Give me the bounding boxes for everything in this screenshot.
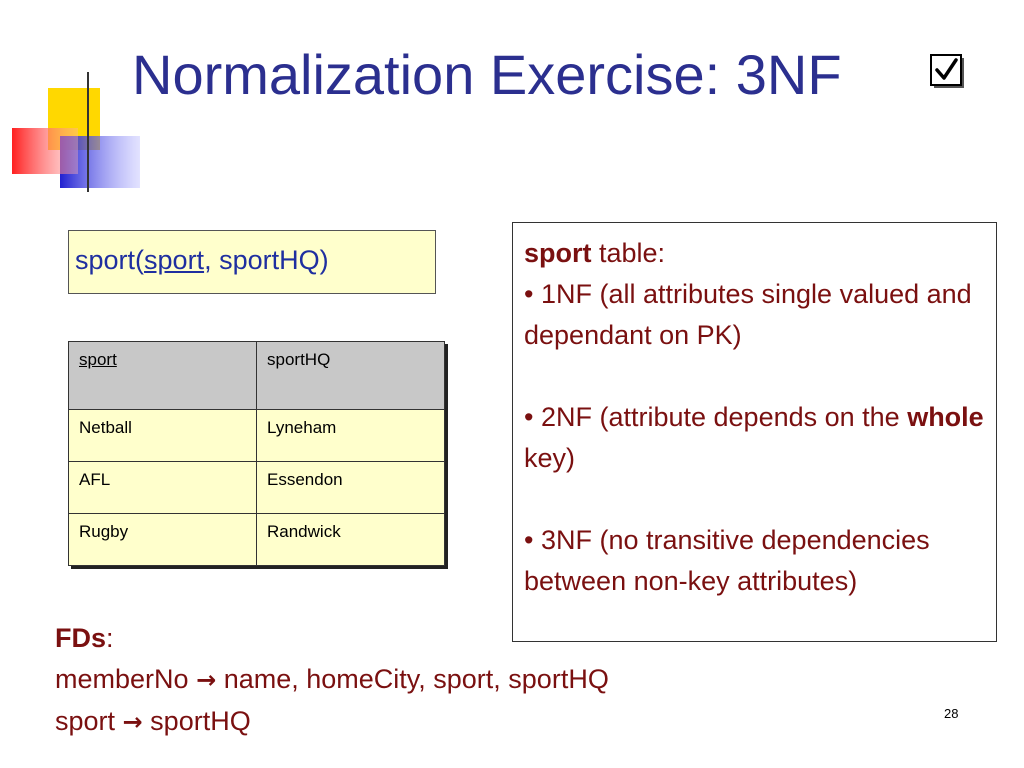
decor-red-square	[12, 128, 78, 174]
table-cell: Lyneham	[257, 410, 445, 462]
fds-label: FDs	[55, 623, 107, 653]
fd-rhs: sportHQ	[150, 706, 251, 736]
table-row	[69, 514, 445, 566]
note-1nf: • 1NF (all attributes single valued and dependant on PK)	[524, 279, 972, 350]
column-header-sporthq: sportHQ	[257, 342, 445, 410]
column-header-sport: sport	[69, 342, 257, 410]
slide-number: 28	[944, 706, 959, 721]
note-2nf-post: key)	[524, 443, 576, 473]
schema-primary-key: sport	[144, 245, 205, 275]
slide-title: Normalization Exercise: 3NF	[132, 43, 842, 106]
table-cell: Randwick	[257, 514, 445, 566]
fd-lhs: memberNo	[55, 664, 189, 694]
sport-table	[68, 341, 445, 566]
note-2nf-bold: whole	[907, 402, 984, 432]
table-row	[69, 410, 445, 462]
notes-heading	[524, 233, 986, 274]
right-arrow-icon: →	[122, 708, 143, 736]
relation-schema	[68, 230, 436, 294]
fds-colon: :	[106, 623, 114, 653]
fd-lhs: sport	[55, 706, 116, 736]
table-cell: AFL	[69, 462, 257, 514]
right-arrow-icon: →	[196, 666, 217, 694]
schema-rest: , sportHQ)	[204, 245, 329, 275]
checked-box-icon	[930, 54, 966, 90]
note-2nf-pre: • 2NF (attribute depends on the	[524, 402, 908, 432]
fd-line	[55, 701, 609, 743]
table-row	[69, 462, 445, 514]
fd-line	[55, 659, 609, 701]
normal-forms-notes	[512, 222, 997, 642]
note-3nf: • 3NF (no transitive dependencies between non-key attributes)	[524, 525, 930, 596]
table-cell: Netball	[69, 410, 257, 462]
table-cell: Essendon	[257, 462, 445, 514]
functional-dependencies	[55, 618, 609, 743]
table-cell: Rugby	[69, 514, 257, 566]
note-2nf	[524, 397, 986, 479]
fd-rhs: name, homeCity, sport, sportHQ	[223, 664, 609, 694]
table-header-row	[69, 342, 445, 410]
notes-heading-bold: sport	[524, 238, 592, 268]
schema-prefix: sport(	[75, 245, 145, 275]
fds-heading	[55, 618, 609, 659]
notes-heading-rest: table:	[591, 238, 666, 268]
